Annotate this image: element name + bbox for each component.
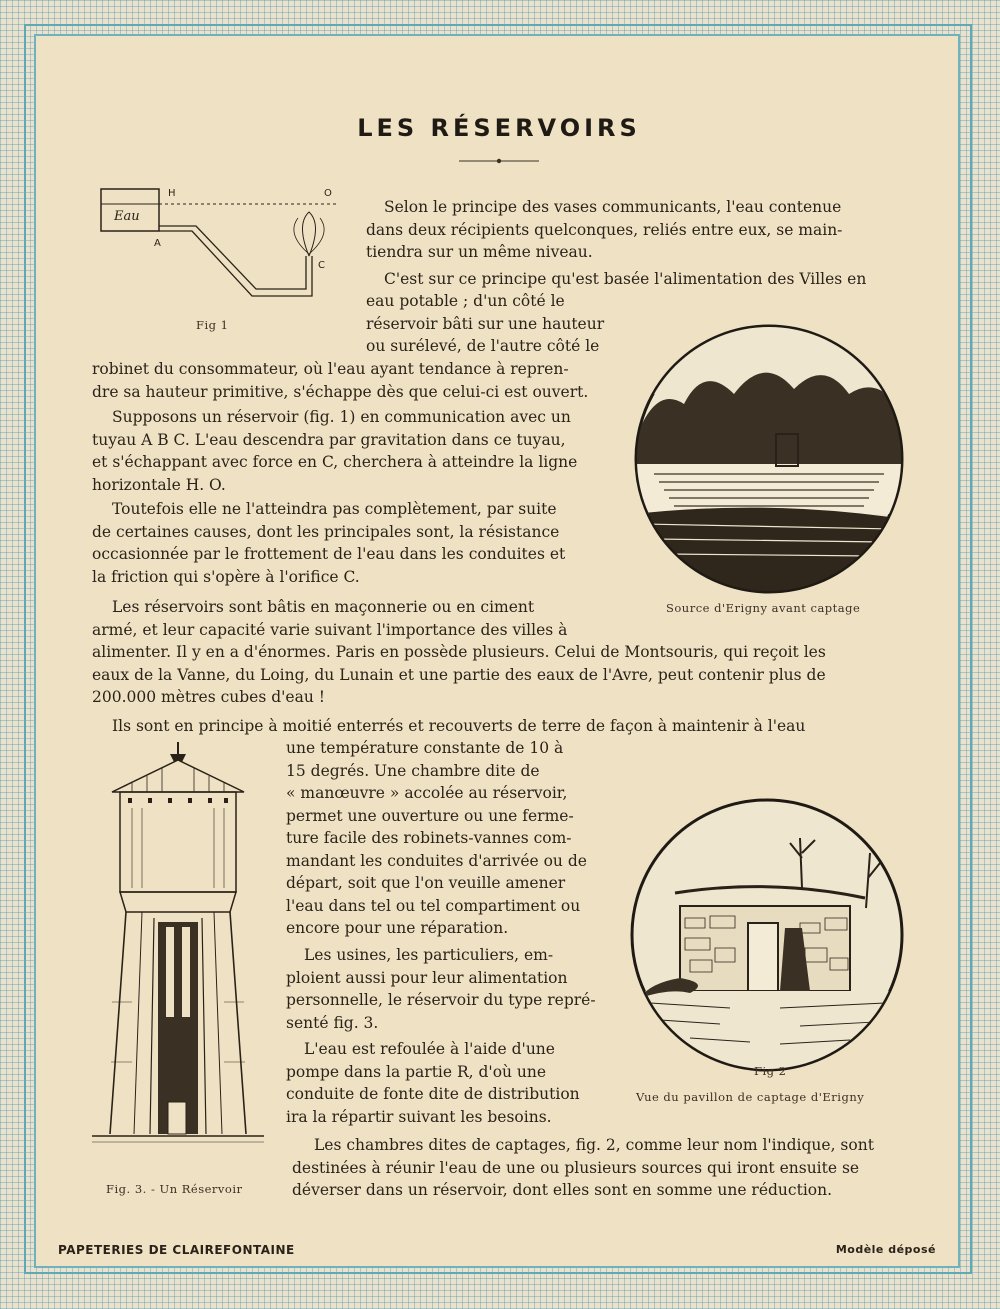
- text-line: robinet du consommateur, où l'eau ayant tendance à repren-: [92, 360, 569, 378]
- text-line: horizontale H. O.: [92, 475, 226, 494]
- text-line: Toutefois elle ne l'atteindra pas complètement, par suite: [112, 500, 557, 518]
- paragraph-2-first-line: C'est sur ce principe qu'est basée l'alimentation des Villes en: [384, 270, 867, 288]
- text-line: réservoir bâti sur une hauteur: [366, 314, 605, 333]
- text-line: eau potable ; d'un côté le: [366, 292, 565, 310]
- text-line: « manœuvre » accolée au réservoir,: [286, 784, 568, 802]
- text-line: conduite de fonte dite de distribution: [286, 1085, 580, 1103]
- text-line: ou surélevé, de l'autre côté le: [366, 337, 600, 355]
- paragraph-5-full: [92, 641, 910, 709]
- text-line: Les usines, les particuliers, em-: [304, 946, 554, 964]
- paragraph-4: [92, 498, 612, 588]
- text-line: encore pour une réparation.: [286, 919, 509, 937]
- water-tower-illustration: [92, 742, 267, 1157]
- text-line: tiendra sur un même niveau.: [366, 243, 593, 261]
- text-line: ira la répartir suivant les besoins.: [286, 1107, 552, 1126]
- text-line: tuyau A B C. L'eau descendra par gravitation dans ce tuyau,: [92, 430, 566, 449]
- text-line: armé, et leur capacité varie suivant l'importance des villes à: [92, 620, 568, 639]
- fig2-label: Fig 2: [754, 1064, 787, 1078]
- paragraph-6-middle: [286, 737, 604, 940]
- text-line: occasionnée par le frottement de l'eau dans les conduites et: [92, 545, 566, 563]
- fig1-caption: Fig 1: [196, 318, 229, 332]
- fig1-diagram: [96, 184, 356, 304]
- paragraph-3: [92, 406, 612, 496]
- fig1-label-eau: Eau: [114, 209, 140, 224]
- text-line: la friction qui s'opère à l'orifice C.: [92, 567, 360, 586]
- paragraph-5-narrow: [92, 596, 612, 641]
- fig3-caption: Fig. 3. - Un Réservoir: [106, 1182, 243, 1196]
- paragraph-7: [286, 944, 604, 1034]
- footer-publisher: PAPETERIES DE CLAIREFONTAINE: [58, 1243, 295, 1257]
- text-line: départ, soit que l'on veuille amener: [286, 874, 566, 892]
- fig1-label-h: H: [168, 188, 176, 199]
- text-line: dre sa hauteur primitive, s'échappe dès que celui-ci est ouvert.: [92, 382, 589, 401]
- text-line: Les réservoirs sont bâtis en maçonnerie ou en ciment: [112, 598, 535, 616]
- text-line: une température constante de 10 à: [286, 739, 564, 757]
- text-line: permet une ouverture ou une ferme-: [286, 806, 574, 825]
- text-line: dans deux récipients quelconques, reliés entre eux, se main-: [366, 220, 843, 239]
- paragraph-1: [366, 196, 906, 264]
- text-line: et s'échappant avec force en C, cherchera à atteindre la ligne: [92, 453, 578, 471]
- fig1-label-o: O: [324, 188, 332, 199]
- text-line: 200.000 mètres cubes d'eau !: [92, 688, 325, 706]
- title-ornament: [459, 158, 539, 164]
- fig1-label-a: A: [154, 238, 161, 249]
- pavillon-captage-engraving: [630, 798, 904, 1072]
- text-line: personnelle, le réservoir du type repré-: [286, 991, 596, 1009]
- page-title: LES RÉSERVOIRS: [357, 114, 641, 142]
- text-line: déverser dans un réservoir, dont elles sont en somme une réduction.: [292, 1181, 833, 1199]
- text-line: pompe dans la partie R, d'où une: [286, 1062, 547, 1081]
- text-line: 15 degrés. Une chambre dite de: [286, 761, 540, 780]
- text-line: alimenter. Il y en a d'énormes. Paris en possède plusieurs. Celui de Montsouris, qui reçoit les: [92, 643, 826, 661]
- paragraph-8: [286, 1038, 604, 1128]
- text-line: ploient aussi pour leur alimentation: [286, 968, 568, 987]
- text-line: eaux de la Vanne, du Loing, du Lunain et une partie des eaux de l'Avre, peut contenir plus de: [92, 665, 826, 684]
- text-line: L'eau est refoulée à l'aide d'une: [304, 1040, 555, 1058]
- paragraph-9: [292, 1134, 912, 1202]
- text-line: Les chambres dites de captages, fig. 2, comme leur nom l'indique, sont: [314, 1136, 874, 1154]
- paragraph-2-narrow: [366, 290, 611, 358]
- text-line: ture facile des robinets-vannes com-: [286, 829, 572, 847]
- fig2-caption: Vue du pavillon de captage d'Erigny: [636, 1090, 865, 1104]
- text-line: Supposons un réservoir (fig. 1) en communication avec un: [112, 408, 571, 426]
- text-line: mandant les conduites d'arrivée ou de: [286, 851, 587, 870]
- text-line: destinées à réunir l'eau de une ou plusieurs sources qui iront ensuite se: [292, 1158, 860, 1177]
- page-sheet: [34, 34, 960, 1268]
- paragraph-6-first-line: Ils sont en principe à moitié enterrés et recouverts de terre de façon à maintenir à l'eau: [112, 717, 806, 735]
- text-line: l'eau dans tel ou tel compartiment ou: [286, 896, 581, 915]
- text-line: de certaines causes, dont les principales sont, la résistance: [92, 522, 560, 541]
- footer-notice: Modèle déposé: [835, 1243, 936, 1256]
- text-line: Selon le principe des vases communicants, l'eau contenue: [384, 198, 842, 216]
- paragraph-2-rest: [92, 358, 612, 403]
- fig1-label-c: C: [318, 260, 325, 271]
- source-erigny-engraving: [634, 324, 904, 594]
- source-erigny-caption: Source d'Erigny avant captage: [666, 601, 861, 615]
- text-line: senté fig. 3.: [286, 1013, 379, 1032]
